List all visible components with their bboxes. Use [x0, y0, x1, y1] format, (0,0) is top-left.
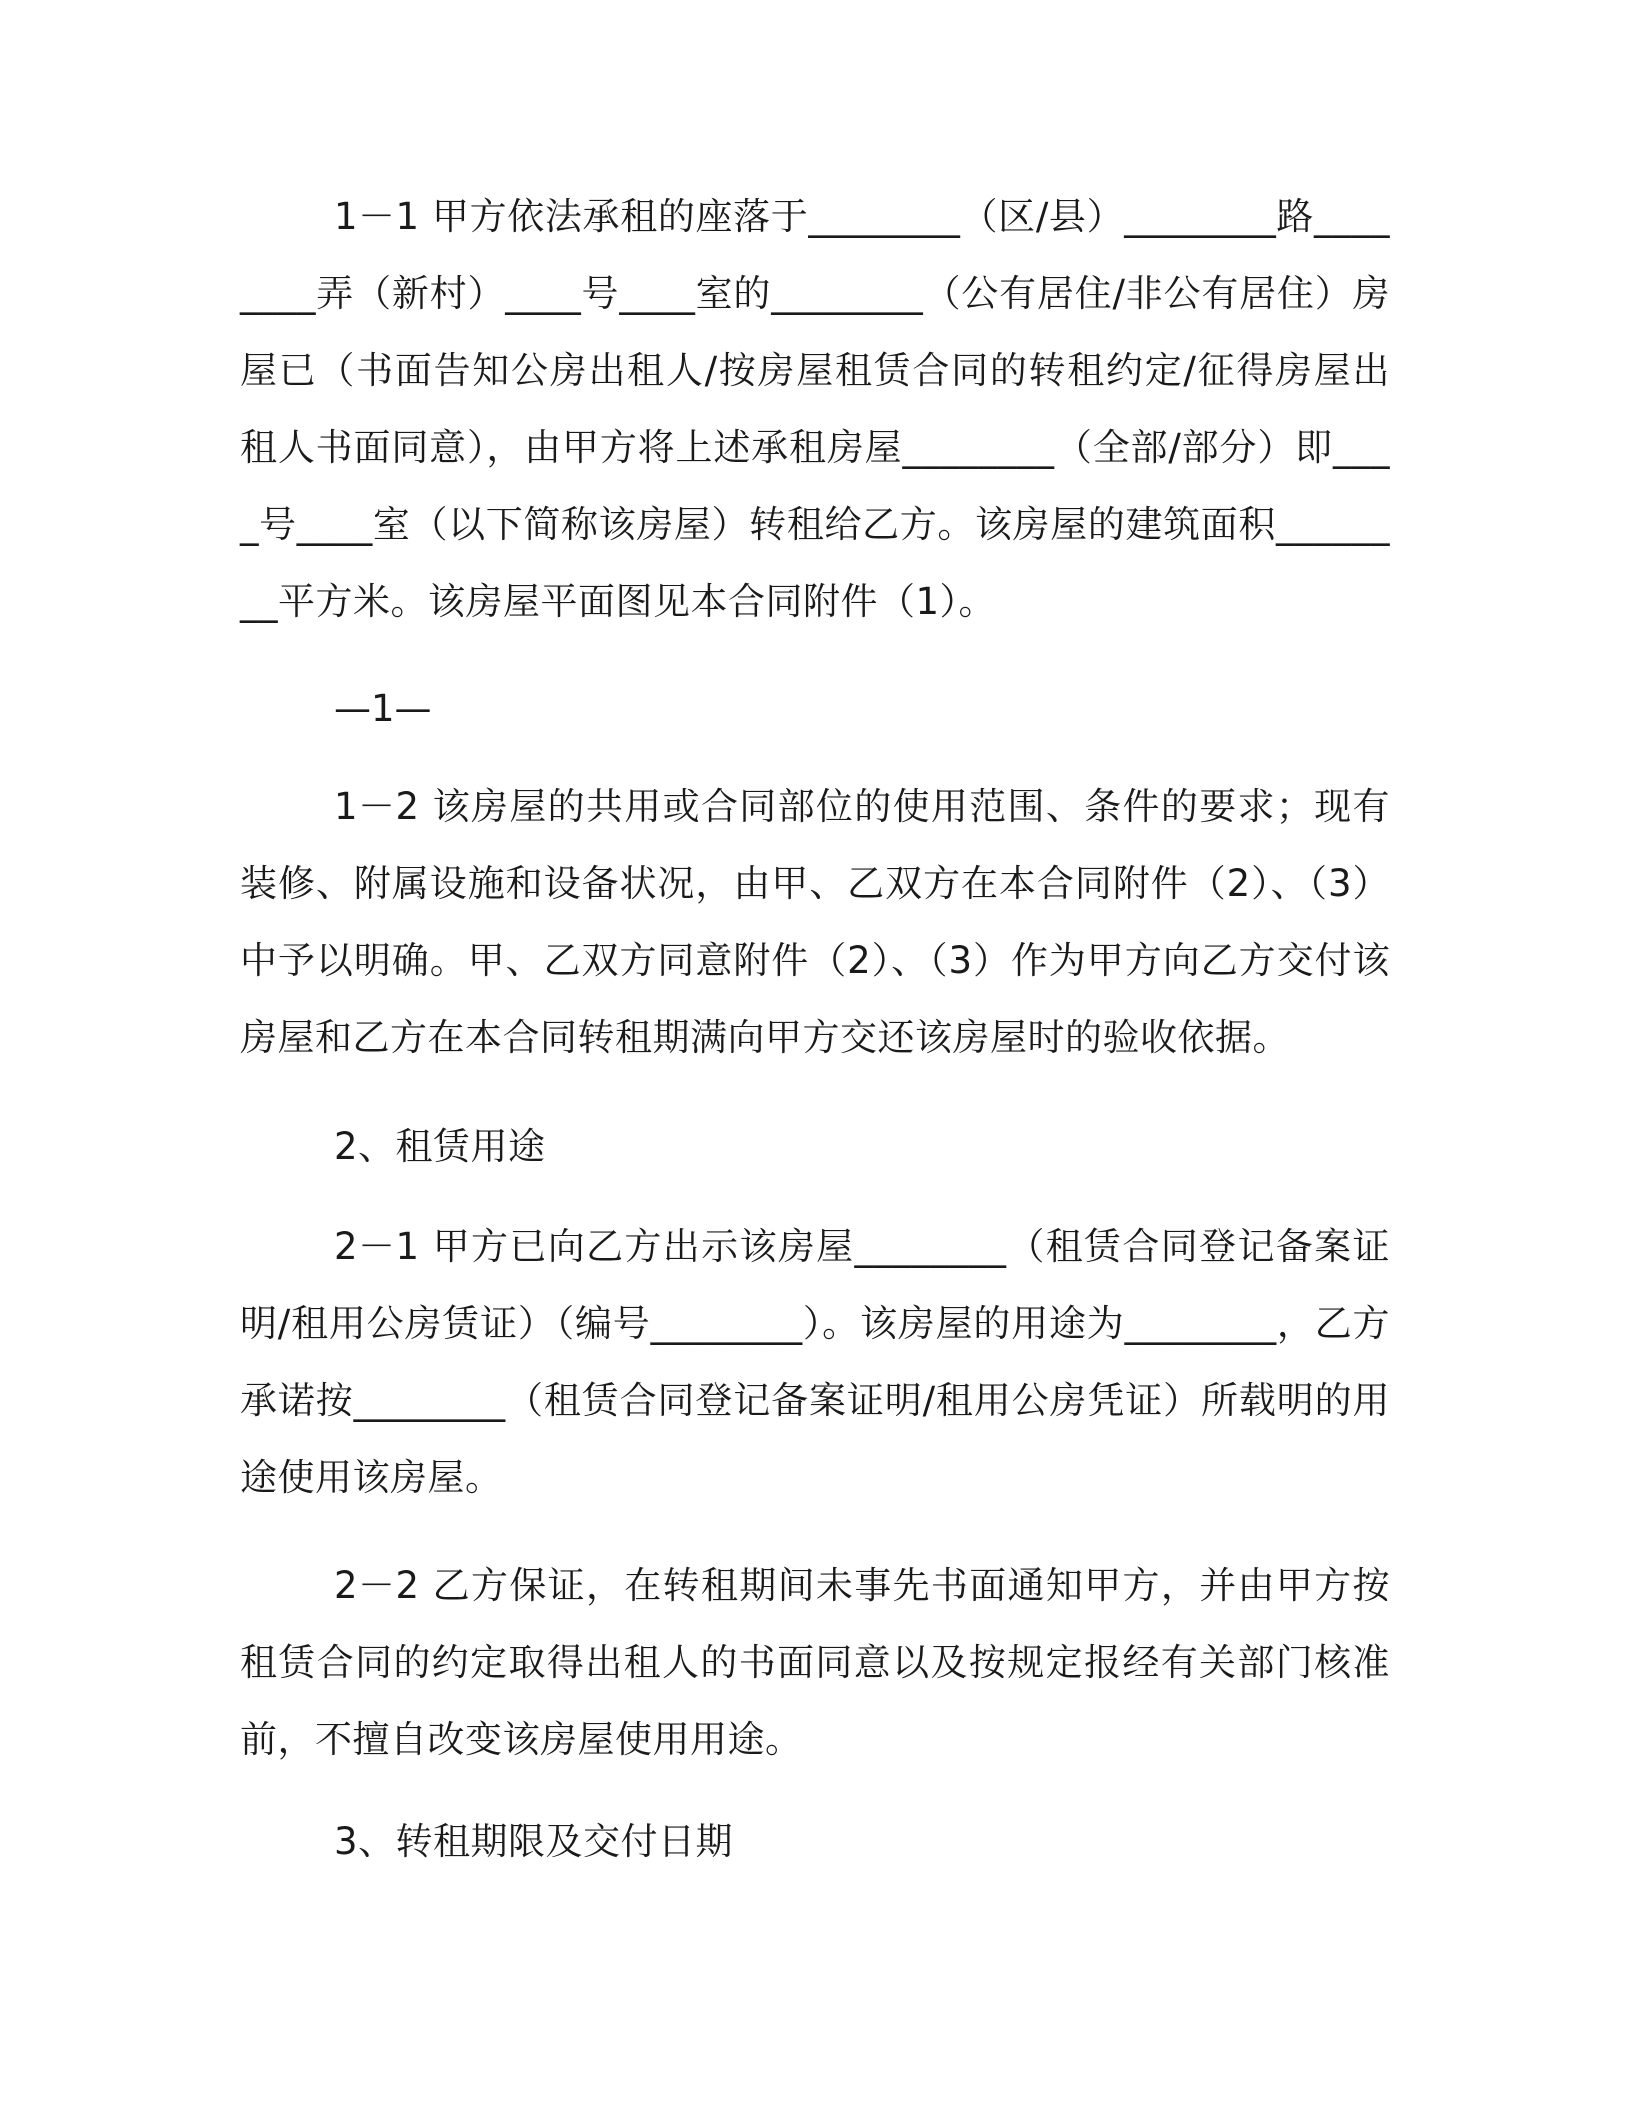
section-heading-2: 2、租赁用途 — [334, 1125, 546, 1168]
clause-1-1: 1－1 甲方依法承租的座落于________（区/县）________路________弄（新村）____号____室的________（公有居住/非公有居住）房屋已（书面告知公房出租人/按房屋租赁合同的转租约定/征得房屋出租人书面同意），由甲方将上述承租房屋________（全部/部分）即____号____室（以下简称该房屋）转租给乙方。该房屋的建筑面积________平方米。该房屋平面图见本合同附件（1）。 — [240, 195, 1390, 623]
clause-2-1: 2－1 甲方已向乙方出示该房屋________（租赁合同登记备案证明/租用公房赁证）（编号________）。该房屋的用途为________，乙方承诺按________（租赁合同登记备案证明/租用公房凭证）所载明的用途使用该房屋。 — [240, 1225, 1390, 1499]
clause-2-2: 2－2 乙方保证，在转租期间未事先书面通知甲方，并由甲方按租赁合同的约定取得出租人的书面同意以及按规定报经有关部门核准前，不擅自改变该房屋使用用途。 — [240, 1564, 1390, 1761]
clause-1-2: 1－2 该房屋的共用或合同部位的使用范围、条件的要求；现有装修、附属设施和设备状况，由甲、乙双方在本合同附件（2）、（3）中予以明确。甲、乙双方同意附件（2）、（3）作为甲方向乙方交付该房屋和乙方在本合同转租期满向甲方交还该房屋时的验收依据。 — [240, 785, 1390, 1059]
page-number: —1— — [334, 687, 432, 730]
section-heading-3: 3、转租期限及交付日期 — [334, 1820, 734, 1863]
